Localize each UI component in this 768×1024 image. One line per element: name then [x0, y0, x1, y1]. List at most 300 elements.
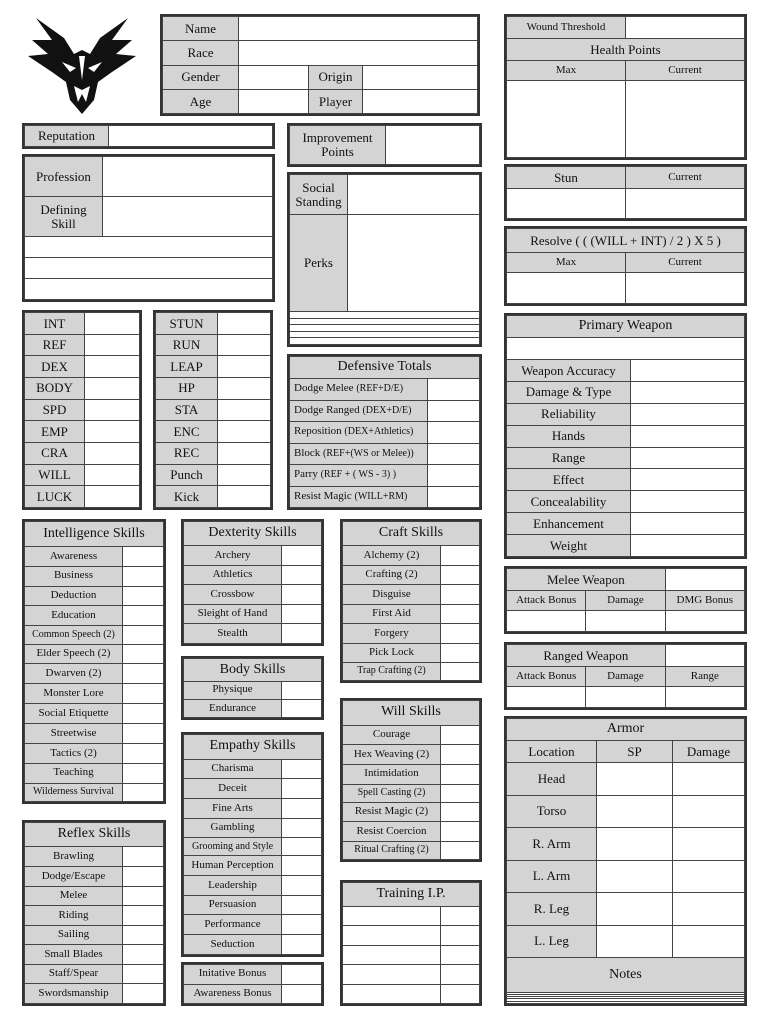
defense-formula: (DEX+D/E) [362, 404, 412, 416]
player-field[interactable] [363, 89, 478, 113]
skill-value-streetwise[interactable] [123, 724, 164, 744]
defense-formula: (REF+D/E) [356, 383, 404, 395]
defense-field-reposition[interactable] [428, 422, 480, 444]
defense-formula: (DEX+Athletics) [344, 426, 414, 438]
skill-label-business: Business [25, 566, 123, 586]
profession-line[interactable] [25, 279, 273, 300]
skill-label-courage: Courage [343, 725, 441, 745]
stats-field-emp[interactable] [85, 421, 140, 443]
skill-label-wilderness-survival: Wilderness Survival [25, 783, 123, 801]
stats-label-dex: DEX [25, 356, 85, 378]
weapon-label-effect: Effect [507, 469, 631, 491]
skill-label-intimidation: Intimidation [343, 764, 441, 784]
stun-current-field[interactable] [626, 189, 745, 219]
defensive-totals-title: Defensive Totals [290, 357, 480, 379]
skill-value-crafting-2[interactable] [441, 565, 480, 584]
ranged-range-field[interactable] [665, 687, 744, 708]
profession-panel [22, 154, 275, 302]
social-standing-field[interactable] [348, 175, 480, 215]
skill-value-sleight-of-hand[interactable] [282, 604, 322, 624]
name-label: Name [163, 17, 239, 41]
melee-attack-bonus-field[interactable] [507, 611, 586, 632]
skill-value-common-speech-2[interactable] [123, 626, 164, 644]
origin-field[interactable] [363, 65, 478, 89]
training-ip-value[interactable] [441, 945, 480, 964]
stats-label-luck: LUCK [25, 486, 85, 508]
ranged-range-label: Range [665, 667, 744, 687]
player-label: Player [309, 89, 363, 113]
weapon-field-enhancement[interactable] [631, 513, 745, 535]
skill-label-charisma: Charisma [184, 759, 282, 779]
awareness-bonus-field[interactable] [282, 984, 322, 1004]
notes-line[interactable] [507, 1001, 745, 1003]
ranged-weapon-panel [504, 642, 747, 710]
melee-weapon-name-field[interactable] [665, 569, 744, 591]
primary-weapon-title: Primary Weapon [507, 316, 745, 338]
derived-label-run: RUN [156, 334, 218, 356]
weapon-label-reliability: Reliability [507, 403, 631, 425]
stats-field-body[interactable] [85, 377, 140, 399]
stats-field-dex[interactable] [85, 356, 140, 378]
wolf-head-icon [22, 10, 142, 118]
identity-panel [160, 14, 480, 116]
defense-field-block[interactable] [428, 443, 480, 465]
weapon-label-enhancement: Enhancement [507, 513, 631, 535]
derived-label-kick: Kick [156, 486, 218, 508]
derived-field-rec[interactable] [218, 442, 271, 464]
weapon-field-concealability[interactable] [631, 491, 745, 513]
wound-threshold-field[interactable] [626, 17, 745, 39]
stats-label-body: BODY [25, 377, 85, 399]
skill-value-alchemy-2[interactable] [441, 546, 480, 565]
profession-line[interactable] [25, 237, 273, 258]
skill-value-teaching[interactable] [123, 763, 164, 783]
skill-value-persuasion[interactable] [282, 895, 322, 915]
skill-label-gambling: Gambling [184, 818, 282, 838]
skill-value-human-perception[interactable] [282, 856, 322, 876]
skill-label-brawling: Brawling [25, 847, 123, 867]
melee-attack-bonus-label: Attack Bonus [507, 591, 586, 611]
weapon-field-weight[interactable] [631, 535, 745, 557]
skill-value-spell-casting-2[interactable] [441, 784, 480, 802]
training-ip-line[interactable] [343, 926, 441, 945]
weapon-field-damage-type[interactable] [631, 381, 745, 403]
weapon-label-weapon-accuracy: Weapon Accuracy [507, 360, 631, 382]
skill-value-charisma[interactable] [282, 759, 322, 779]
skill-label-resist-magic-2: Resist Magic (2) [343, 802, 441, 822]
derived-label-enc: ENC [156, 421, 218, 443]
hp-max-field[interactable] [507, 81, 626, 158]
skill-label-resist-coercion: Resist Coercion [343, 822, 441, 842]
hp-max-label: Max [507, 61, 626, 81]
weapon-field-range[interactable] [631, 447, 745, 469]
resolve-current-label: Current [626, 253, 745, 273]
armor-damage-l-arm[interactable] [673, 860, 745, 893]
stats-label-cra: CRA [25, 442, 85, 464]
derived-label-sta: STA [156, 399, 218, 421]
skill-label-education: Education [25, 606, 123, 626]
armor-location-l-leg: L. Leg [507, 925, 597, 958]
defense-name: Dodge Ranged [294, 403, 360, 416]
skill-value-wilderness-survival[interactable] [123, 783, 164, 801]
skill-value-leadership[interactable] [282, 876, 322, 896]
skill-label-leadership: Leadership [184, 876, 282, 896]
weapon-label-damage-type: Damage & Type [507, 381, 631, 403]
defense-name: Parry [294, 468, 318, 481]
skill-label-grooming-and-style: Grooming and Style [184, 838, 282, 856]
skill-label-stealth: Stealth [184, 624, 282, 644]
derived-stats-panel [153, 310, 273, 510]
notes-title: Notes [507, 958, 745, 993]
derived-label-punch: Punch [156, 464, 218, 486]
ranged-weapon-label: Ranged Weapon [507, 645, 666, 667]
skill-value-forgery[interactable] [441, 624, 480, 643]
armor-damage-l-leg[interactable] [673, 925, 745, 958]
derived-field-sta[interactable] [218, 399, 271, 421]
armor-damage-head[interactable] [673, 763, 745, 796]
stats-label-spd: SPD [25, 399, 85, 421]
skill-label-swordsmanship: Swordsmanship [25, 984, 123, 1004]
stats-field-cra[interactable] [85, 442, 140, 464]
skill-label-sleight-of-hand: Sleight of Hand [184, 604, 282, 624]
skill-value-education[interactable] [123, 606, 164, 626]
skill-label-social-etiquette: Social Etiquette [25, 704, 123, 724]
primary-weapon-panel [504, 313, 747, 559]
ranged-attack-bonus-field[interactable] [507, 687, 586, 708]
defense-label-dodge-ranged [290, 400, 428, 422]
derived-field-leap[interactable] [218, 356, 271, 378]
melee-dmg-bonus-label: DMG Bonus [665, 591, 744, 611]
armor-sp-l-leg[interactable] [597, 925, 673, 958]
intelligence-skills-title: Intelligence Skills [25, 522, 164, 547]
melee-damage-label: Damage [586, 591, 665, 611]
armor-location-r-arm: R. Arm [507, 828, 597, 861]
skill-value-brawling[interactable] [123, 847, 164, 867]
empathy-skills-title: Empathy Skills [184, 735, 322, 760]
defense-field-dodge-ranged[interactable] [428, 400, 480, 422]
skill-value-riding[interactable] [123, 906, 164, 926]
stats-field-luck[interactable] [85, 486, 140, 508]
armor-location-torso: Torso [507, 795, 597, 828]
initiative-bonus-label: Initative Bonus [184, 965, 282, 985]
skill-value-swordsmanship[interactable] [123, 984, 164, 1004]
social-standing-label: Social Standing [290, 175, 348, 215]
skill-value-melee[interactable] [123, 886, 164, 906]
resolve-max-field[interactable] [507, 273, 626, 304]
skill-value-ritual-crafting-2[interactable] [441, 841, 480, 859]
defense-name: Block [294, 446, 321, 459]
skill-label-sailing: Sailing [25, 925, 123, 945]
profession-line[interactable] [25, 258, 273, 279]
skill-value-staff-spear[interactable] [123, 964, 164, 984]
skill-label-athletics: Athletics [184, 565, 282, 585]
skill-value-first-aid[interactable] [441, 604, 480, 623]
armor-damage-torso[interactable] [673, 795, 745, 828]
skill-value-archery[interactable] [282, 546, 322, 566]
armor-title: Armor [507, 719, 745, 741]
perks-label: Perks [290, 215, 348, 312]
gender-label: Gender [163, 65, 239, 89]
weapon-label-concealability: Concealability [507, 491, 631, 513]
skill-label-elder-speech-2: Elder Speech (2) [25, 644, 123, 664]
melee-damage-field[interactable] [586, 611, 665, 632]
skill-label-pick-lock: Pick Lock [343, 643, 441, 662]
armor-sp-l-arm[interactable] [597, 860, 673, 893]
resolve-current-field[interactable] [626, 273, 745, 304]
weapon-label-range: Range [507, 447, 631, 469]
skill-value-fine-arts[interactable] [282, 799, 322, 819]
armor-location-l-arm: L. Arm [507, 860, 597, 893]
defense-field-resist-magic[interactable] [428, 486, 480, 508]
hp-current-label: Current [626, 61, 745, 81]
skill-value-resist-coercion[interactable] [441, 822, 480, 842]
skill-label-first-aid: First Aid [343, 604, 441, 623]
training-ip-line[interactable] [343, 984, 441, 1003]
skill-label-performance: Performance [184, 915, 282, 935]
skill-value-awareness[interactable] [123, 546, 164, 566]
perks-line[interactable] [290, 311, 480, 318]
stats-label-will: WILL [25, 464, 85, 486]
skill-label-physique: Physique [184, 681, 282, 699]
skill-label-melee: Melee [25, 886, 123, 906]
skill-label-deceit: Deceit [184, 779, 282, 799]
awareness-bonus-label: Awareness Bonus [184, 984, 282, 1004]
defense-label-resist-magic [290, 486, 428, 508]
skill-label-staff-spear: Staff/Spear [25, 964, 123, 984]
armor-damage-r-arm[interactable] [673, 828, 745, 861]
reflex-skills-title: Reflex Skills [25, 823, 164, 847]
stats-field-ref[interactable] [85, 334, 140, 356]
improvement-points-label: Improvement Points [290, 126, 386, 165]
derived-field-punch[interactable] [218, 464, 271, 486]
weapon-field-reliability[interactable] [631, 403, 745, 425]
stats-field-int[interactable] [85, 313, 140, 335]
resolve-max-label: Max [507, 253, 626, 273]
skill-value-deceit[interactable] [282, 779, 322, 799]
training-ip-value[interactable] [441, 965, 480, 984]
skill-value-sailing[interactable] [123, 925, 164, 945]
weapon-label-weight: Weight [507, 535, 631, 557]
weapon-field-effect[interactable] [631, 469, 745, 491]
skill-value-tactics-2[interactable] [123, 743, 164, 763]
defense-name: Reposition [294, 425, 342, 438]
derived-field-stun[interactable] [218, 313, 271, 335]
armor-location-head: Head [507, 763, 597, 796]
skill-value-social-etiquette[interactable] [123, 704, 164, 724]
skill-value-athletics[interactable] [282, 565, 322, 585]
skill-value-intimidation[interactable] [441, 764, 480, 784]
derived-field-kick[interactable] [218, 486, 271, 508]
perks-line[interactable] [290, 331, 480, 338]
ranged-damage-label: Damage [586, 667, 665, 687]
skill-label-trap-crafting-2: Trap Crafting (2) [343, 663, 441, 681]
skill-value-seduction[interactable] [282, 935, 322, 955]
defense-formula: (REF + ( WS - 3) ) [320, 469, 397, 481]
melee-dmg-bonus-field[interactable] [665, 611, 744, 632]
perks-line[interactable] [290, 318, 480, 325]
skill-value-performance[interactable] [282, 915, 322, 935]
armor-sp-r-arm[interactable] [597, 828, 673, 861]
race-label: Race [163, 41, 239, 65]
stun-field[interactable] [507, 189, 626, 219]
ranged-weapon-name-field[interactable] [665, 645, 744, 667]
stats-field-will[interactable] [85, 464, 140, 486]
armor-notes-panel [504, 716, 747, 1006]
skill-label-fine-arts: Fine Arts [184, 799, 282, 819]
skill-value-trap-crafting-2[interactable] [441, 663, 480, 681]
skill-value-gambling[interactable] [282, 818, 322, 838]
skill-label-endurance: Endurance [184, 699, 282, 717]
skill-label-ritual-crafting-2: Ritual Crafting (2) [343, 841, 441, 859]
perks-line[interactable] [290, 338, 480, 345]
reputation-label: Reputation [25, 126, 109, 147]
name-field[interactable] [239, 17, 478, 41]
armor-location-header: Location [507, 741, 597, 763]
training-ip-value[interactable] [441, 907, 480, 926]
skill-label-streetwise: Streetwise [25, 724, 123, 744]
training-ip-value[interactable] [441, 984, 480, 1003]
armor-damage-header: Damage [673, 741, 745, 763]
skill-value-elder-speech-2[interactable] [123, 644, 164, 664]
defense-field-dodge-melee[interactable] [428, 379, 480, 401]
defense-name: Dodge Melee [294, 382, 354, 395]
defense-field-parry[interactable] [428, 465, 480, 487]
initiative-bonus-field[interactable] [282, 965, 322, 985]
skill-value-dodge-escape[interactable] [123, 867, 164, 887]
perks-field[interactable] [348, 215, 480, 312]
defense-formula: (WILL+RM) [354, 490, 408, 502]
will-skills-panel [340, 698, 482, 862]
skill-value-deduction[interactable] [123, 586, 164, 606]
defining-skill-field[interactable] [103, 197, 273, 237]
defense-formula: (REF+(WS or Melee)) [323, 447, 414, 459]
reputation-field[interactable] [109, 126, 273, 147]
defense-label-dodge-melee [290, 379, 428, 401]
age-label: Age [163, 89, 239, 113]
improvement-points-panel [287, 123, 482, 167]
skill-value-hex-weaving-2[interactable] [441, 745, 480, 765]
resolve-panel [504, 226, 747, 306]
reflex-skills-panel [22, 820, 166, 1006]
armor-sp-head[interactable] [597, 763, 673, 796]
skill-label-disguise: Disguise [343, 585, 441, 604]
social-perks-panel [287, 172, 482, 347]
stats-label-ref: REF [25, 334, 85, 356]
defense-label-reposition [290, 422, 428, 444]
armor-sp-header: SP [597, 741, 673, 763]
wound-threshold-label: Wound Threshold [507, 17, 626, 39]
armor-damage-r-leg[interactable] [673, 893, 745, 926]
stun-panel [504, 164, 747, 221]
weapon-field-hands[interactable] [631, 425, 745, 447]
skill-value-small-blades[interactable] [123, 945, 164, 965]
age-field[interactable] [239, 89, 309, 113]
stats-label-int: INT [25, 313, 85, 335]
origin-label: Origin [309, 65, 363, 89]
skill-value-disguise[interactable] [441, 585, 480, 604]
dexterity-skills-panel [181, 519, 324, 646]
skill-value-pick-lock[interactable] [441, 643, 480, 662]
skill-label-crafting-2: Crafting (2) [343, 565, 441, 584]
training-ip-value[interactable] [441, 926, 480, 945]
skill-value-physique[interactable] [282, 681, 322, 699]
armor-sp-r-leg[interactable] [597, 893, 673, 926]
gender-field[interactable] [239, 65, 309, 89]
defensive-totals-panel [287, 354, 482, 510]
will-skills-title: Will Skills [343, 701, 480, 726]
reputation-panel [22, 123, 275, 149]
body-skills-title: Body Skills [184, 659, 322, 682]
skill-label-tactics-2: Tactics (2) [25, 743, 123, 763]
training-ip-line[interactable] [343, 965, 441, 984]
skill-label-deduction: Deduction [25, 586, 123, 606]
bonuses-panel [181, 962, 324, 1006]
skill-label-spell-casting-2: Spell Casting (2) [343, 784, 441, 802]
derived-field-enc[interactable] [218, 421, 271, 443]
profession-field[interactable] [103, 157, 273, 197]
profession-label: Profession [25, 157, 103, 197]
defining-skill-label: Defining Skill [25, 197, 103, 237]
derived-field-run[interactable] [218, 334, 271, 356]
race-field[interactable] [239, 41, 478, 65]
craft-skills-title: Craft Skills [343, 522, 480, 546]
skill-value-business[interactable] [123, 566, 164, 586]
empathy-skills-panel [181, 732, 324, 957]
derived-field-hp[interactable] [218, 377, 271, 399]
skill-label-monster-lore: Monster Lore [25, 684, 123, 704]
perks-line[interactable] [290, 325, 480, 332]
training-ip-panel [340, 880, 482, 1006]
skill-label-human-perception: Human Perception [184, 856, 282, 876]
skill-label-teaching: Teaching [25, 763, 123, 783]
armor-sp-torso[interactable] [597, 795, 673, 828]
skill-value-stealth[interactable] [282, 624, 322, 644]
ranged-damage-field[interactable] [586, 687, 665, 708]
skill-value-courage[interactable] [441, 725, 480, 745]
skill-label-dwarven-2: Dwarven (2) [25, 664, 123, 684]
skill-value-crossbow[interactable] [282, 585, 322, 605]
armor-location-r-leg: R. Leg [507, 893, 597, 926]
skill-value-dwarven-2[interactable] [123, 664, 164, 684]
training-ip-line[interactable] [343, 945, 441, 964]
skill-label-hex-weaving-2: Hex Weaving (2) [343, 745, 441, 765]
primary-weapon-name-field[interactable] [507, 338, 745, 360]
dexterity-skills-title: Dexterity Skills [184, 522, 322, 546]
training-ip-line[interactable] [343, 907, 441, 926]
improvement-points-field[interactable] [386, 126, 480, 165]
training-ip-title: Training I.P. [343, 883, 480, 907]
health-panel [504, 14, 747, 160]
body-skills-panel [181, 656, 324, 720]
stats-field-spd[interactable] [85, 399, 140, 421]
skill-value-resist-magic-2[interactable] [441, 802, 480, 822]
skill-label-forgery: Forgery [343, 624, 441, 643]
skill-value-monster-lore[interactable] [123, 684, 164, 704]
intelligence-skills-panel [22, 519, 166, 804]
derived-label-hp: HP [156, 377, 218, 399]
resolve-label: Resolve ( ( (WILL + INT) / 2 ) X 5 ) [507, 229, 745, 253]
skill-label-crossbow: Crossbow [184, 585, 282, 605]
weapon-field-weapon-accuracy[interactable] [631, 360, 745, 382]
stun-label: Stun [507, 167, 626, 189]
skill-label-persuasion: Persuasion [184, 895, 282, 915]
defense-name: Resist Magic [294, 489, 352, 502]
skill-label-alchemy-2: Alchemy (2) [343, 546, 441, 565]
hp-current-field[interactable] [626, 81, 745, 158]
skill-value-grooming-and-style[interactable] [282, 838, 322, 856]
skill-label-seduction: Seduction [184, 935, 282, 955]
skill-value-endurance[interactable] [282, 699, 322, 717]
